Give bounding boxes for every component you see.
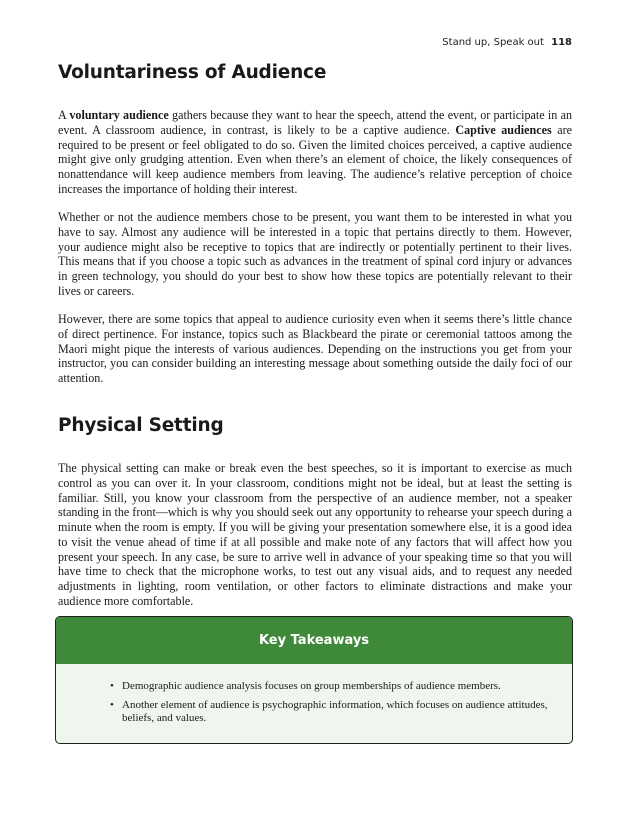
paragraph-text: gathers because they want to hear the speech, attend the event, or participate in an event. A classroom audience, in contrast, is likely to be a captive audience. (58, 108, 572, 137)
key-takeaways-title: Key Takeaways (56, 617, 572, 664)
list-item (110, 680, 562, 694)
list-item-text: Demographic audience analysis focuses on group memberships of audience members. (122, 680, 501, 692)
paragraph (58, 210, 572, 299)
paragraph-text: However, there are some topics that appeal to audience curiosity even when it seems there’s little chance of direct pertinence. For instance, topics such as Blackbeard the pirate or ceremonial tattoos among the Maori might pique the interests of various audiences. Depending on the instructions you get from your instructor, you can consider building an interesting message about something outside the daily foci of our attention. (58, 312, 572, 385)
paragraph (58, 312, 572, 386)
running-header (442, 37, 572, 48)
paragraph (58, 108, 572, 197)
bullet-icon: • (110, 680, 114, 692)
key-term: voluntary audience (69, 108, 169, 122)
paragraph-text: are required to be present or feel obligated to do so. Given the limited choices perceived, a captive audience might give only grudging attention. Even when there’s an element of choice, the likely consequences of nonattendance will keep audience members from leaving. The audience’s relative perception of choice increases the importance of holding their interest. (58, 122, 572, 196)
page-number: 118 (551, 37, 572, 48)
section-heading-voluntariness: Voluntariness of Audience (58, 62, 327, 83)
section-heading-physical-setting: Physical Setting (58, 415, 224, 436)
key-term: Captive audiences (455, 122, 552, 137)
key-takeaways-box (55, 616, 573, 744)
list-item-text: Another element of audience is psychographic information, which focuses on audience attitudes, beliefs, and values. (122, 698, 548, 724)
bullet-icon: • (110, 698, 114, 711)
running-title: Stand up, Speak out (442, 37, 544, 48)
paragraph-text: A (58, 108, 70, 122)
paragraph (58, 461, 572, 609)
paragraph-text: Whether or not the audience members chose to be present, you want them to be interested in what you have to say. Almost any audience will be interested in a topic that pertains directly to them. However, your audience might also be receptive to topics that are indirectly or potentially pertinent to their lives. This means that if you choose a topic such as advances in the treatment of spinal cord injury or advances in green technology, you should do your best to show how these topics are potentially relevant to their lives or careers. (58, 210, 572, 298)
list-item (110, 698, 562, 726)
key-takeaways-list (56, 680, 562, 726)
paragraph-text: The physical setting can make or break even the best speeches, so it is important to exercise as much control as you can over it. In your classroom, conditions might not be ideal, but at least the setting is familiar. Still, you know your classroom from the perspective of an audience member, not a speaker standing in the front—which is why you should seek out any opportunity to rehearse your speech during a minute when the room is empty. If you will be giving your presentation somewhere else, it is a good idea to visit the venue ahead of time if at all possible and make note of any factors that will affect how you present your speech. In any case, be sure to arrive well in advance of your speaking time so that you will have time to check that the microphone works, to test out any visual aids, and to request any needed adjustments in lighting, room ventilation, or other factors to eliminate distractions and make your audience more comfortable. (58, 461, 572, 608)
